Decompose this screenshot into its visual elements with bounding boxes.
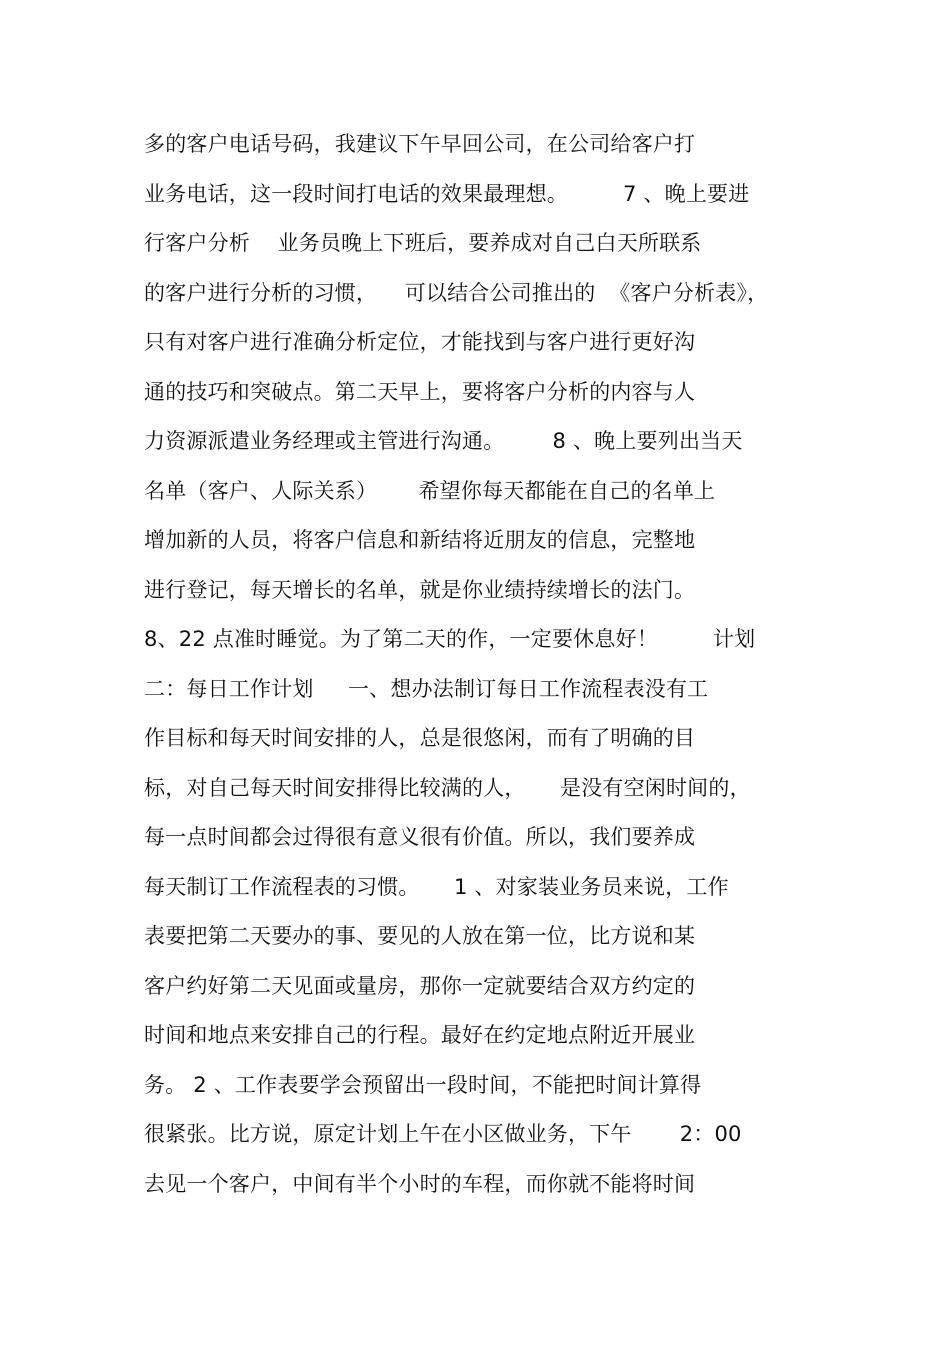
- text-line: 8、22 点准时睡觉。为了第二天的作，一定要休息好！ 计划: [144, 627, 756, 651]
- text-line: 表要把第二天要办的事、要见的人放在第一位，比方说和某: [144, 924, 696, 948]
- text-line: 去见一个客户，中间有半个小时的车程，而你就不能将时间: [144, 1171, 696, 1196]
- text-line: 只有对客户进行准确分析定位，才能找到与客户进行更好沟: [144, 330, 696, 354]
- text-line: 多的客户电话号码，我建议下午早回公司，在公司给客户打: [144, 132, 696, 156]
- text-line: 标，对自己每天时间安排得比较满的人， 是没有空闲时间的，: [144, 775, 751, 800]
- text-line: 业务电话，这一段时间打电话的效果最理想。 7 、晚上要进: [144, 181, 750, 206]
- text-line: 增加新的人员，将客户信息和新结将近朋友的信息，完整地: [144, 528, 696, 552]
- text-line: 名单（客户、人际关系） 希望你每天都能在自己的名单上: [144, 478, 716, 503]
- body-text: [144, 120, 834, 1209]
- text-line: 务。 2 、工作表要学会预留出一段时间，不能把时间计算得: [144, 1072, 702, 1097]
- text-line: 每天制订工作流程表的习惯。 1 、对家装业务员来说，工作: [144, 874, 729, 899]
- text-line: 每一点时间都会过得很有意义很有价值。所以，我们要养成: [144, 825, 696, 849]
- text-line: 力资源派遣业务经理或主管进行沟通。 8 、晚上要列出当天: [144, 429, 743, 453]
- text-line: 的客户进行分析的习惯， 可以结合公司推出的 《客户分析表》，: [144, 280, 769, 305]
- text-line: 二：每日工作计划 一、想办法制订每日工作流程表没有工: [144, 676, 709, 701]
- text-line: 通的技巧和突破点。第二天早上，要将客户分析的内容与人: [144, 379, 696, 404]
- text-line: 很紧张。比方说，原定计划上午在小区做业务，下午 2：00: [144, 1122, 742, 1146]
- text-line: 时间和地点来安排自己的行程。最好在约定地点附近开展业: [144, 1023, 696, 1047]
- text-line: 行客户分析 业务员晚上下班后，要养成对自己白天所联系: [144, 231, 702, 255]
- text-line: 进行登记，每天增长的名单，就是你业绩持续增长的法门。: [144, 577, 696, 602]
- text-line: 作目标和每天时间安排的人，总是很悠闲，而有了明确的目: [144, 726, 696, 750]
- text-line: 客户约好第二天见面或量房，那你一定就要结合双方约定的: [144, 973, 696, 998]
